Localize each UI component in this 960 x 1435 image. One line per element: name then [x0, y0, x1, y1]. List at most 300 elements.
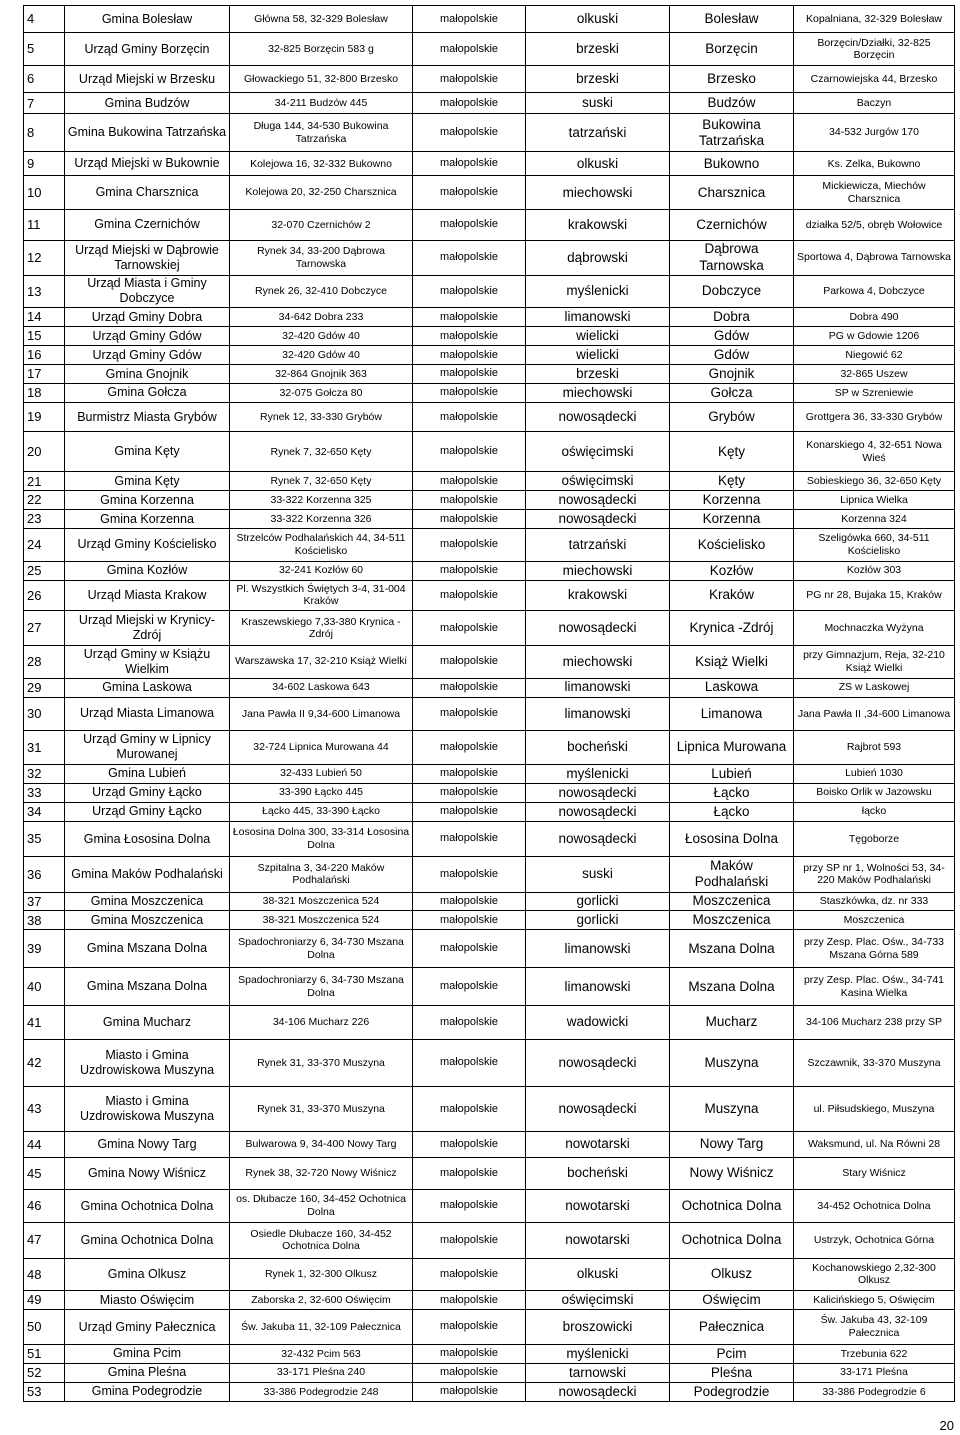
table-row: [24, 327, 955, 346]
table-row: [24, 1222, 955, 1258]
voivodeship-cell: małopolskie: [413, 580, 526, 611]
county-cell: nowosądecki: [526, 491, 670, 510]
county-cell: nowosądecki: [526, 402, 670, 431]
unit-address-cell: Rynek 1, 32-300 Olkusz: [230, 1258, 413, 1291]
municipality-cell: Łącko: [670, 802, 794, 821]
unit-name-cell: Gmina Ochotnica Dolna: [65, 1190, 230, 1223]
unit-address-cell: Rynek 34, 33-200 Dąbrowa Tarnowska: [230, 240, 413, 275]
row-number-cell: 22: [24, 491, 65, 510]
unit-name-cell: Gmina Lubień: [65, 764, 230, 783]
voivodeship-cell: małopolskie: [413, 1222, 526, 1258]
table-row: [24, 472, 955, 491]
table-row: [24, 346, 955, 365]
municipality-cell: Ochotnica Dolna: [670, 1222, 794, 1258]
unit-address-cell: Głowackiego 51, 32-800 Brzesko: [230, 65, 413, 92]
unit-name-cell: Gmina Bukowina Tatrzańska: [65, 114, 230, 152]
unit-address-cell: 32-864 Gnojnik 363: [230, 365, 413, 384]
voivodeship-cell: małopolskie: [413, 802, 526, 821]
county-cell: wielicki: [526, 327, 670, 346]
county-cell: olkuski: [526, 152, 670, 176]
locations-table: [23, 5, 955, 1402]
municipality-cell: Dobczyce: [670, 275, 794, 308]
voivodeship-cell: małopolskie: [413, 930, 526, 968]
table-row: [24, 1190, 955, 1223]
unit-name-cell: Urząd Gminy Borzęcin: [65, 33, 230, 66]
location-cell: Kalicińskiego 5, Oświęcim: [794, 1291, 955, 1310]
municipality-cell: Łącko: [670, 783, 794, 802]
row-number-cell: 53: [24, 1382, 65, 1401]
voivodeship-cell: małopolskie: [413, 697, 526, 731]
table-row: [24, 1258, 955, 1291]
municipality-cell: Pałecznica: [670, 1310, 794, 1345]
county-cell: myślenicki: [526, 275, 670, 308]
unit-name-cell: Gmina Charsznica: [65, 176, 230, 210]
row-number-cell: 11: [24, 210, 65, 241]
location-cell: Dobra 490: [794, 308, 955, 327]
municipality-cell: Kozłów: [670, 561, 794, 580]
table-row: [24, 892, 955, 911]
row-number-cell: 31: [24, 731, 65, 765]
county-cell: tarnowski: [526, 1363, 670, 1382]
location-cell: 32-865 Uszew: [794, 365, 955, 384]
unit-address-cell: Główna 58, 32-329 Bolesław: [230, 6, 413, 33]
county-cell: suski: [526, 857, 670, 892]
county-cell: limanowski: [526, 678, 670, 697]
county-cell: myślenicki: [526, 764, 670, 783]
county-cell: miechowski: [526, 561, 670, 580]
table-row: [24, 491, 955, 510]
table-row: [24, 6, 955, 33]
table-row: [24, 402, 955, 431]
municipality-cell: Oświęcim: [670, 1291, 794, 1310]
table-row: [24, 857, 955, 892]
unit-address-cell: os. Dłubacze 160, 34-452 Ochotnica Dolna: [230, 1190, 413, 1223]
table-row: [24, 764, 955, 783]
county-cell: bocheński: [526, 1157, 670, 1190]
county-cell: tatrzański: [526, 114, 670, 152]
voivodeship-cell: małopolskie: [413, 491, 526, 510]
municipality-cell: Charsznica: [670, 176, 794, 210]
table-row: [24, 384, 955, 403]
unit-address-cell: 32-075 Gołcza 80: [230, 384, 413, 403]
table-row: [24, 510, 955, 529]
municipality-cell: Laskowa: [670, 678, 794, 697]
location-cell: Szczawnik, 33-370 Muszyna: [794, 1039, 955, 1086]
location-cell: Mochnaczka Wyżyna: [794, 611, 955, 646]
county-cell: nowotarski: [526, 1222, 670, 1258]
table-row: [24, 152, 955, 176]
municipality-cell: Bukowno: [670, 152, 794, 176]
voivodeship-cell: małopolskie: [413, 764, 526, 783]
location-cell: Tęgoborze: [794, 821, 955, 857]
table-row: [24, 561, 955, 580]
location-cell: Jana Pawła II ,34-600 Limanowa: [794, 697, 955, 731]
location-cell: 34-452 Ochotnica Dolna: [794, 1190, 955, 1223]
unit-name-cell: Gmina Łososina Dolna: [65, 821, 230, 857]
municipality-cell: Moszczenica: [670, 892, 794, 911]
row-number-cell: 14: [24, 308, 65, 327]
voivodeship-cell: małopolskie: [413, 33, 526, 66]
voivodeship-cell: małopolskie: [413, 783, 526, 802]
unit-name-cell: Urząd Gminy Gdów: [65, 346, 230, 365]
location-cell: Mickiewicza, Miechów Charsznica: [794, 176, 955, 210]
row-number-cell: 24: [24, 529, 65, 562]
voivodeship-cell: małopolskie: [413, 327, 526, 346]
unit-name-cell: Urząd Gminy Kościelisko: [65, 529, 230, 562]
unit-name-cell: Gmina Kozłów: [65, 561, 230, 580]
unit-name-cell: Urząd Gminy w Lipnicy Murowanej: [65, 731, 230, 765]
row-number-cell: 41: [24, 1006, 65, 1040]
location-cell: 33-386 Podegrodzie 6: [794, 1382, 955, 1401]
municipality-cell: Nowy Wiśnicz: [670, 1157, 794, 1190]
voivodeship-cell: małopolskie: [413, 645, 526, 678]
unit-address-cell: 32-433 Lubień 50: [230, 764, 413, 783]
municipality-cell: Muszyna: [670, 1087, 794, 1132]
unit-name-cell: Gmina Pleśna: [65, 1363, 230, 1382]
table-row: [24, 968, 955, 1006]
location-cell: Parkowa 4, Dobczyce: [794, 275, 955, 308]
location-cell: Trzebunia 622: [794, 1344, 955, 1363]
row-number-cell: 9: [24, 152, 65, 176]
table-row: [24, 783, 955, 802]
location-cell: Moszczenica: [794, 911, 955, 930]
voivodeship-cell: małopolskie: [413, 1157, 526, 1190]
location-cell: Ustrzyk, Ochotnica Górna: [794, 1222, 955, 1258]
row-number-cell: 43: [24, 1087, 65, 1132]
voivodeship-cell: małopolskie: [413, 402, 526, 431]
location-cell: Staszkówka, dz. nr 333: [794, 892, 955, 911]
row-number-cell: 48: [24, 1258, 65, 1291]
county-cell: gorlicki: [526, 892, 670, 911]
table-row: [24, 308, 955, 327]
row-number-cell: 49: [24, 1291, 65, 1310]
unit-name-cell: Urząd Gminy Pałecznica: [65, 1310, 230, 1345]
table-row: [24, 821, 955, 857]
county-cell: brzeski: [526, 365, 670, 384]
row-number-cell: 15: [24, 327, 65, 346]
municipality-cell: Kraków: [670, 580, 794, 611]
location-cell: przy Zesp. Plac. Ośw., 34-733 Mszana Górna 589: [794, 930, 955, 968]
row-number-cell: 5: [24, 33, 65, 66]
county-cell: nowosądecki: [526, 821, 670, 857]
unit-address-cell: 38-321 Moszczenica 524: [230, 911, 413, 930]
municipality-cell: Bukowina Tatrzańska: [670, 114, 794, 152]
row-number-cell: 39: [24, 930, 65, 968]
row-number-cell: 34: [24, 802, 65, 821]
row-number-cell: 44: [24, 1132, 65, 1157]
voivodeship-cell: małopolskie: [413, 346, 526, 365]
unit-name-cell: Gmina Ochotnica Dolna: [65, 1222, 230, 1258]
location-cell: Sobieskiego 36, 32-650 Kęty: [794, 472, 955, 491]
unit-address-cell: Rynek 12, 33-330 Grybów: [230, 402, 413, 431]
county-cell: broszowicki: [526, 1310, 670, 1345]
voivodeship-cell: małopolskie: [413, 114, 526, 152]
municipality-cell: Olkusz: [670, 1258, 794, 1291]
location-cell: 33-171 Pleśna: [794, 1363, 955, 1382]
row-number-cell: 45: [24, 1157, 65, 1190]
location-cell: przy SP nr 1, Wolności 53, 34-220 Maków Podhalański: [794, 857, 955, 892]
unit-name-cell: Urząd Miejski w Krynicy-Zdrój: [65, 611, 230, 646]
voivodeship-cell: małopolskie: [413, 611, 526, 646]
municipality-cell: Ochotnica Dolna: [670, 1190, 794, 1223]
location-cell: działka 52/5, obręb Wołowice: [794, 210, 955, 241]
unit-address-cell: Łącko 445, 33-390 Łącko: [230, 802, 413, 821]
location-cell: Waksmund, ul. Na Równi 28: [794, 1132, 955, 1157]
table-row: [24, 1087, 955, 1132]
county-cell: oświęcimski: [526, 1291, 670, 1310]
unit-name-cell: Gmina Laskowa: [65, 678, 230, 697]
unit-address-cell: 34-642 Dobra 233: [230, 308, 413, 327]
county-cell: limanowski: [526, 308, 670, 327]
unit-address-cell: Warszawska 17, 32-210 Książ Wielki: [230, 645, 413, 678]
table-row: [24, 33, 955, 66]
municipality-cell: Bolesław: [670, 6, 794, 33]
location-cell: Baczyn: [794, 93, 955, 114]
location-cell: 34-532 Jurgów 170: [794, 114, 955, 152]
unit-name-cell: Gmina Podegrodzie: [65, 1382, 230, 1401]
municipality-cell: Krynica -Zdrój: [670, 611, 794, 646]
row-number-cell: 18: [24, 384, 65, 403]
unit-address-cell: 32-432 Pcim 563: [230, 1344, 413, 1363]
unit-address-cell: 38-321 Moszczenica 524: [230, 892, 413, 911]
municipality-cell: Książ Wielki: [670, 645, 794, 678]
unit-name-cell: Urząd Gminy w Książu Wielkim: [65, 645, 230, 678]
unit-address-cell: Zaborska 2, 32-600 Oświęcim: [230, 1291, 413, 1310]
municipality-cell: Mszana Dolna: [670, 968, 794, 1006]
voivodeship-cell: małopolskie: [413, 678, 526, 697]
row-number-cell: 4: [24, 6, 65, 33]
unit-address-cell: Długa 144, 34-530 Bukowina Tatrzańska: [230, 114, 413, 152]
location-cell: ul. Piłsudskiego, Muszyna: [794, 1087, 955, 1132]
municipality-cell: Moszczenica: [670, 911, 794, 930]
table-row: [24, 1006, 955, 1040]
voivodeship-cell: małopolskie: [413, 1132, 526, 1157]
unit-name-cell: Gmina Olkusz: [65, 1258, 230, 1291]
unit-name-cell: Urząd Miejski w Dąbrowie Tarnowskiej: [65, 240, 230, 275]
row-number-cell: 12: [24, 240, 65, 275]
county-cell: miechowski: [526, 645, 670, 678]
row-number-cell: 10: [24, 176, 65, 210]
voivodeship-cell: małopolskie: [413, 821, 526, 857]
county-cell: nowotarski: [526, 1190, 670, 1223]
county-cell: limanowski: [526, 697, 670, 731]
row-number-cell: 8: [24, 114, 65, 152]
county-cell: dąbrowski: [526, 240, 670, 275]
unit-address-cell: Rynek 7, 32-650 Kęty: [230, 432, 413, 472]
unit-name-cell: Miasto i Gmina Uzdrowiskowa Muszyna: [65, 1039, 230, 1086]
row-number-cell: 50: [24, 1310, 65, 1345]
unit-name-cell: Gmina Maków Podhalański: [65, 857, 230, 892]
voivodeship-cell: małopolskie: [413, 275, 526, 308]
municipality-cell: Muszyna: [670, 1039, 794, 1086]
unit-address-cell: 32-070 Czernichów 2: [230, 210, 413, 241]
unit-address-cell: 33-390 Łącko 445: [230, 783, 413, 802]
unit-name-cell: Gmina Moszczenica: [65, 911, 230, 930]
location-cell: Boisko Orlik w Jazowsku: [794, 783, 955, 802]
table-row: [24, 114, 955, 152]
county-cell: wielicki: [526, 346, 670, 365]
location-cell: Czarnowiejska 44, Brzesko: [794, 65, 955, 92]
unit-name-cell: Gmina Korzenna: [65, 491, 230, 510]
county-cell: miechowski: [526, 176, 670, 210]
table-row: [24, 1310, 955, 1345]
unit-name-cell: Urząd Miasta i Gminy Dobczyce: [65, 275, 230, 308]
table-row: [24, 611, 955, 646]
municipality-cell: Pleśna: [670, 1363, 794, 1382]
unit-name-cell: Gmina Gołcza: [65, 384, 230, 403]
county-cell: limanowski: [526, 930, 670, 968]
location-cell: ZS w Laskowej: [794, 678, 955, 697]
row-number-cell: 23: [24, 510, 65, 529]
location-cell: Kopalniana, 32-329 Bolesław: [794, 6, 955, 33]
voivodeship-cell: małopolskie: [413, 93, 526, 114]
municipality-cell: Grybów: [670, 402, 794, 431]
table-row: [24, 365, 955, 384]
table-row: [24, 93, 955, 114]
county-cell: brzeski: [526, 33, 670, 66]
county-cell: nowotarski: [526, 1132, 670, 1157]
location-cell: 34-106 Mucharz 238 przy SP: [794, 1006, 955, 1040]
voivodeship-cell: małopolskie: [413, 1039, 526, 1086]
row-number-cell: 27: [24, 611, 65, 646]
unit-name-cell: Gmina Bolesław: [65, 6, 230, 33]
municipality-cell: Gdów: [670, 327, 794, 346]
row-number-cell: 25: [24, 561, 65, 580]
municipality-cell: Lipnica Murowana: [670, 731, 794, 765]
table-row: [24, 580, 955, 611]
municipality-cell: Pcim: [670, 1344, 794, 1363]
unit-name-cell: Gmina Mszana Dolna: [65, 968, 230, 1006]
municipality-cell: Borzęcin: [670, 33, 794, 66]
voivodeship-cell: małopolskie: [413, 6, 526, 33]
voivodeship-cell: małopolskie: [413, 968, 526, 1006]
row-number-cell: 52: [24, 1363, 65, 1382]
municipality-cell: Czernichów: [670, 210, 794, 241]
county-cell: krakowski: [526, 580, 670, 611]
unit-address-cell: Rynek 7, 32-650 Kęty: [230, 472, 413, 491]
table-row: [24, 1039, 955, 1086]
location-cell: łącko: [794, 802, 955, 821]
table-row: [24, 731, 955, 765]
voivodeship-cell: małopolskie: [413, 1087, 526, 1132]
unit-name-cell: Urząd Gminy Gdów: [65, 327, 230, 346]
municipality-cell: Podegrodzie: [670, 1382, 794, 1401]
voivodeship-cell: małopolskie: [413, 1344, 526, 1363]
unit-address-cell: 33-171 Pleśna 240: [230, 1363, 413, 1382]
location-cell: przy Gimnazjum, Reja, 32-210 Książ Wielki: [794, 645, 955, 678]
unit-address-cell: 32-420 Gdów 40: [230, 327, 413, 346]
row-number-cell: 30: [24, 697, 65, 731]
location-cell: Lubień 1030: [794, 764, 955, 783]
unit-name-cell: Urząd Miasta Krakow: [65, 580, 230, 611]
unit-address-cell: Pl. Wszystkich Świętych 3-4, 31-004 Kraków: [230, 580, 413, 611]
voivodeship-cell: małopolskie: [413, 472, 526, 491]
unit-address-cell: 34-602 Laskowa 643: [230, 678, 413, 697]
table-row: [24, 802, 955, 821]
table-row: [24, 1132, 955, 1157]
table-row: [24, 1344, 955, 1363]
county-cell: nowosądecki: [526, 1087, 670, 1132]
location-cell: przy Zesp. Plac. Ośw., 34-741 Kasina Wielka: [794, 968, 955, 1006]
county-cell: myślenicki: [526, 1344, 670, 1363]
municipality-cell: Mszana Dolna: [670, 930, 794, 968]
municipality-cell: Łososina Dolna: [670, 821, 794, 857]
table-row: [24, 275, 955, 308]
county-cell: bocheński: [526, 731, 670, 765]
unit-name-cell: Burmistrz Miasta Grybów: [65, 402, 230, 431]
county-cell: miechowski: [526, 384, 670, 403]
unit-name-cell: Gmina Moszczenica: [65, 892, 230, 911]
unit-name-cell: Urząd Gminy Łącko: [65, 783, 230, 802]
row-number-cell: 7: [24, 93, 65, 114]
row-number-cell: 38: [24, 911, 65, 930]
unit-address-cell: 32-241 Kozłów 60: [230, 561, 413, 580]
row-number-cell: 16: [24, 346, 65, 365]
unit-name-cell: Miasto i Gmina Uzdrowiskowa Muszyna: [65, 1087, 230, 1132]
unit-address-cell: Kraszewskiego 7,33-380 Krynica - Zdrój: [230, 611, 413, 646]
unit-address-cell: Szpitalna 3, 34-220 Maków Podhalański: [230, 857, 413, 892]
voivodeship-cell: małopolskie: [413, 731, 526, 765]
unit-name-cell: Gmina Kęty: [65, 472, 230, 491]
municipality-cell: Brzesko: [670, 65, 794, 92]
unit-name-cell: Gmina Nowy Targ: [65, 1132, 230, 1157]
voivodeship-cell: małopolskie: [413, 1190, 526, 1223]
unit-address-cell: Bulwarowa 9, 34-400 Nowy Targ: [230, 1132, 413, 1157]
location-cell: PG nr 28, Bujaka 15, Kraków: [794, 580, 955, 611]
unit-address-cell: 34-106 Mucharz 226: [230, 1006, 413, 1040]
unit-address-cell: 33-322 Korzenna 326: [230, 510, 413, 529]
municipality-cell: Kęty: [670, 472, 794, 491]
table-row: [24, 210, 955, 241]
municipality-cell: Gołcza: [670, 384, 794, 403]
voivodeship-cell: małopolskie: [413, 510, 526, 529]
county-cell: olkuski: [526, 1258, 670, 1291]
row-number-cell: 36: [24, 857, 65, 892]
unit-name-cell: Urząd Miasta Limanowa: [65, 697, 230, 731]
row-number-cell: 29: [24, 678, 65, 697]
county-cell: nowosądecki: [526, 1039, 670, 1086]
row-number-cell: 42: [24, 1039, 65, 1086]
row-number-cell: 19: [24, 402, 65, 431]
unit-address-cell: Jana Pawła II 9,34-600 Limanowa: [230, 697, 413, 731]
voivodeship-cell: małopolskie: [413, 432, 526, 472]
table-row: [24, 930, 955, 968]
unit-address-cell: 34-211 Budzów 445: [230, 93, 413, 114]
unit-name-cell: Gmina Nowy Wiśnicz: [65, 1157, 230, 1190]
unit-name-cell: Gmina Mucharz: [65, 1006, 230, 1040]
voivodeship-cell: małopolskie: [413, 308, 526, 327]
voivodeship-cell: małopolskie: [413, 892, 526, 911]
voivodeship-cell: małopolskie: [413, 384, 526, 403]
municipality-cell: Nowy Targ: [670, 1132, 794, 1157]
unit-address-cell: 33-386 Podegrodzie 248: [230, 1382, 413, 1401]
municipality-cell: Budzów: [670, 93, 794, 114]
location-cell: Szeligówka 660, 34-511 Kościelisko: [794, 529, 955, 562]
municipality-cell: Gnojnik: [670, 365, 794, 384]
county-cell: krakowski: [526, 210, 670, 241]
voivodeship-cell: małopolskie: [413, 1310, 526, 1345]
county-cell: brzeski: [526, 65, 670, 92]
unit-name-cell: Urząd Miejski w Brzesku: [65, 65, 230, 92]
unit-address-cell: 33-322 Korzenna 325: [230, 491, 413, 510]
municipality-cell: Maków Podhalański: [670, 857, 794, 892]
location-cell: Ks. Zelka, Bukowno: [794, 152, 955, 176]
row-number-cell: 33: [24, 783, 65, 802]
row-number-cell: 28: [24, 645, 65, 678]
voivodeship-cell: małopolskie: [413, 1258, 526, 1291]
row-number-cell: 40: [24, 968, 65, 1006]
voivodeship-cell: małopolskie: [413, 529, 526, 562]
